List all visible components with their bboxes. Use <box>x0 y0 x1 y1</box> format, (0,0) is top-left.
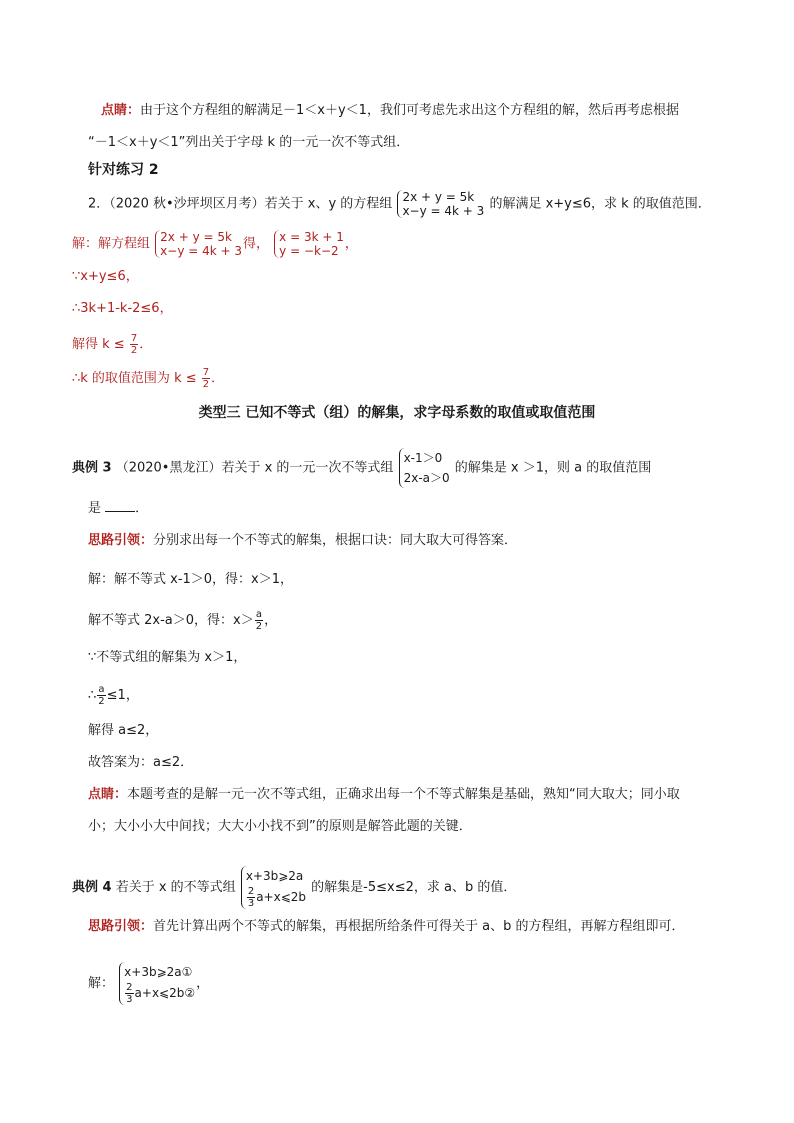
example-3-step-5: 解得 a≤2， <box>88 723 159 738</box>
example-3-eq-2: 2x-a＞0 <box>403 471 450 485</box>
example-3-note-line2: 小；大小小大中间找；大大小小找不到”的原则是解答此题的关键． <box>88 819 472 834</box>
note-label: 点睛： <box>88 787 128 802</box>
solution-2-line-5-post: ． <box>211 371 225 386</box>
example-3-step-4 <box>88 684 139 707</box>
solution-2-result <box>274 230 344 258</box>
example-3-label: 典例 3 <box>72 460 112 476</box>
fraction <box>97 684 105 707</box>
solution-2-line-1 <box>72 230 358 258</box>
solution-2-system <box>155 230 242 258</box>
example-4 <box>72 866 516 909</box>
solution-2-result-2: y = −k−2 <box>279 244 339 258</box>
solution-eq-2 <box>124 982 195 1005</box>
example-3-post: 的解集是 x ＞1，则 a 的取值范围 <box>454 460 652 476</box>
solution-eq-1: x+3b⩾2a① <box>124 965 193 979</box>
step-2-pre: 解不等式 2x-a＞0，得：x＞ <box>88 613 254 628</box>
note-text-1: 本题考查的是解一元一次不等式组，正确求出每一个不等式解集是基础，熟知“同大取大；同小取 <box>127 787 680 802</box>
step-2-post: ， <box>264 613 278 628</box>
example-4-eq-2-rest: a+x⩽2b <box>256 890 307 904</box>
example-3-eq-1: x-1＞0 <box>403 451 443 465</box>
example-3-hint <box>88 532 517 550</box>
question-2-pre: 2．（2020 秋•沙坪坝区月考）若关于 x、y 的方程组 <box>88 196 393 212</box>
example-3-step-1: 解：解不等式 x-1＞0，得：x＞1， <box>88 572 294 587</box>
hint-paragraph-1-line2: “－1＜x＋y＜1”列出关于字母 k 的一元一次不等式组． <box>88 135 410 150</box>
question-2 <box>88 190 711 218</box>
solution-2-line-4-post: ． <box>139 337 153 352</box>
example-4-solution-end: ， <box>196 976 210 991</box>
fraction <box>255 609 263 632</box>
example-3 <box>72 448 651 488</box>
example-4-solution-system <box>119 962 195 1005</box>
answer-blank[interactable] <box>105 501 135 512</box>
example-4-hint <box>88 918 685 936</box>
hint-paragraph-1 <box>101 102 679 120</box>
question-2-post: 的解满足 x+y≤6，求 k 的取值范围． <box>489 196 711 212</box>
fraction-denominator: 2 <box>255 621 263 632</box>
hint-text: 分别求出每一个不等式的解集，根据口诀：同大取大可得答案． <box>153 533 518 548</box>
example-3-line-2 <box>88 500 148 518</box>
example-3-step-6: 故答案为：a≤2． <box>88 755 194 770</box>
example-4-eq-1: x+3b⩾2a <box>245 869 304 883</box>
hint-label: 点睛： <box>101 103 141 118</box>
solution-2-line-2: ∵x+y≤6， <box>72 269 139 284</box>
solution-2-mid: 得， <box>243 236 270 252</box>
example-4-label: 典例 4 <box>72 880 112 895</box>
solution-2-line-4 <box>72 333 152 356</box>
fraction <box>202 367 210 390</box>
solution-2-end: ， <box>344 236 358 252</box>
practice-title: 针对练习 2 <box>88 162 159 178</box>
solution-2-result-1: x = 3k + 1 <box>279 230 344 244</box>
solution-2-line-4-pre: 解得 k ≤ <box>72 337 129 352</box>
solution-eq-2-rest: a+x⩽2b② <box>134 986 196 1000</box>
fraction-denominator: 2 <box>98 696 105 707</box>
system-eq-2: x−y = 4k + 3 <box>402 204 485 218</box>
fraction <box>247 886 255 909</box>
fraction-numerator: a <box>98 684 105 695</box>
step-4-pre: ∴ <box>88 688 97 703</box>
example-4-solution <box>88 962 209 1005</box>
example-3-pre: （2020•黑龙江）若关于 x 的一元一次不等式组 <box>115 460 394 476</box>
example-3-line-2-end: ． <box>135 501 149 516</box>
step-4-post: ≤1， <box>106 688 139 703</box>
hint-text-1: 由于这个方程组的解满足－1＜x＋y＜1，我们可考虑先求出这个方程组的解，然后再考虑根据 <box>140 103 679 118</box>
example-3-system <box>399 448 450 488</box>
solution-2-line-3: ∴3k+1-k-2≤6， <box>72 301 173 316</box>
example-3-step-2 <box>88 609 277 632</box>
example-3-step-3: ∵不等式组的解集为 x＞1， <box>88 650 247 665</box>
fraction <box>125 982 133 1005</box>
hint-label: 思路引领： <box>88 919 154 934</box>
example-4-system <box>241 866 306 909</box>
solution-2-pre: 解：解方程组 <box>72 236 151 252</box>
fraction-denominator: 2 <box>130 345 138 356</box>
system-eq-1: 2x + y = 5k <box>402 190 475 204</box>
solution-2-eq-2: x−y = 4k + 3 <box>160 244 242 258</box>
fraction-numerator: 7 <box>202 367 210 378</box>
section-title: 类型三 已知不等式（组）的解集，求字母系数的取值或取值范围 <box>198 405 596 421</box>
fraction-denominator: 3 <box>247 898 255 909</box>
fraction-numerator: a <box>255 609 262 620</box>
example-3-note <box>88 786 680 804</box>
example-4-eq-2 <box>246 886 306 909</box>
example-3-line-2-text: 是 <box>88 501 102 516</box>
solution-2-line-5-pre: ∴k 的取值范围为 k ≤ <box>72 371 201 386</box>
fraction-numerator: 2 <box>247 886 255 897</box>
hint-text: 首先计算出两个不等式的解集，再根据所给条件可得关于 a、b 的方程组，再解方程组即可． <box>153 919 685 934</box>
hint-label: 思路引领： <box>88 533 154 548</box>
question-2-system <box>397 190 484 218</box>
solution-2-eq-1: 2x + y = 5k <box>160 230 232 244</box>
fraction-denominator: 2 <box>202 379 210 390</box>
fraction-numerator: 7 <box>130 333 138 344</box>
example-4-post: 的解集是-5≤x≤2，求 a、b 的值． <box>311 880 517 895</box>
example-4-pre: 若关于 x 的不等式组 <box>115 880 236 895</box>
example-4-solution-pre: 解： <box>88 976 115 991</box>
fraction-denominator: 3 <box>126 994 133 1005</box>
solution-2-line-5 <box>72 367 224 390</box>
fraction-numerator: 2 <box>126 982 133 993</box>
fraction <box>130 333 138 356</box>
